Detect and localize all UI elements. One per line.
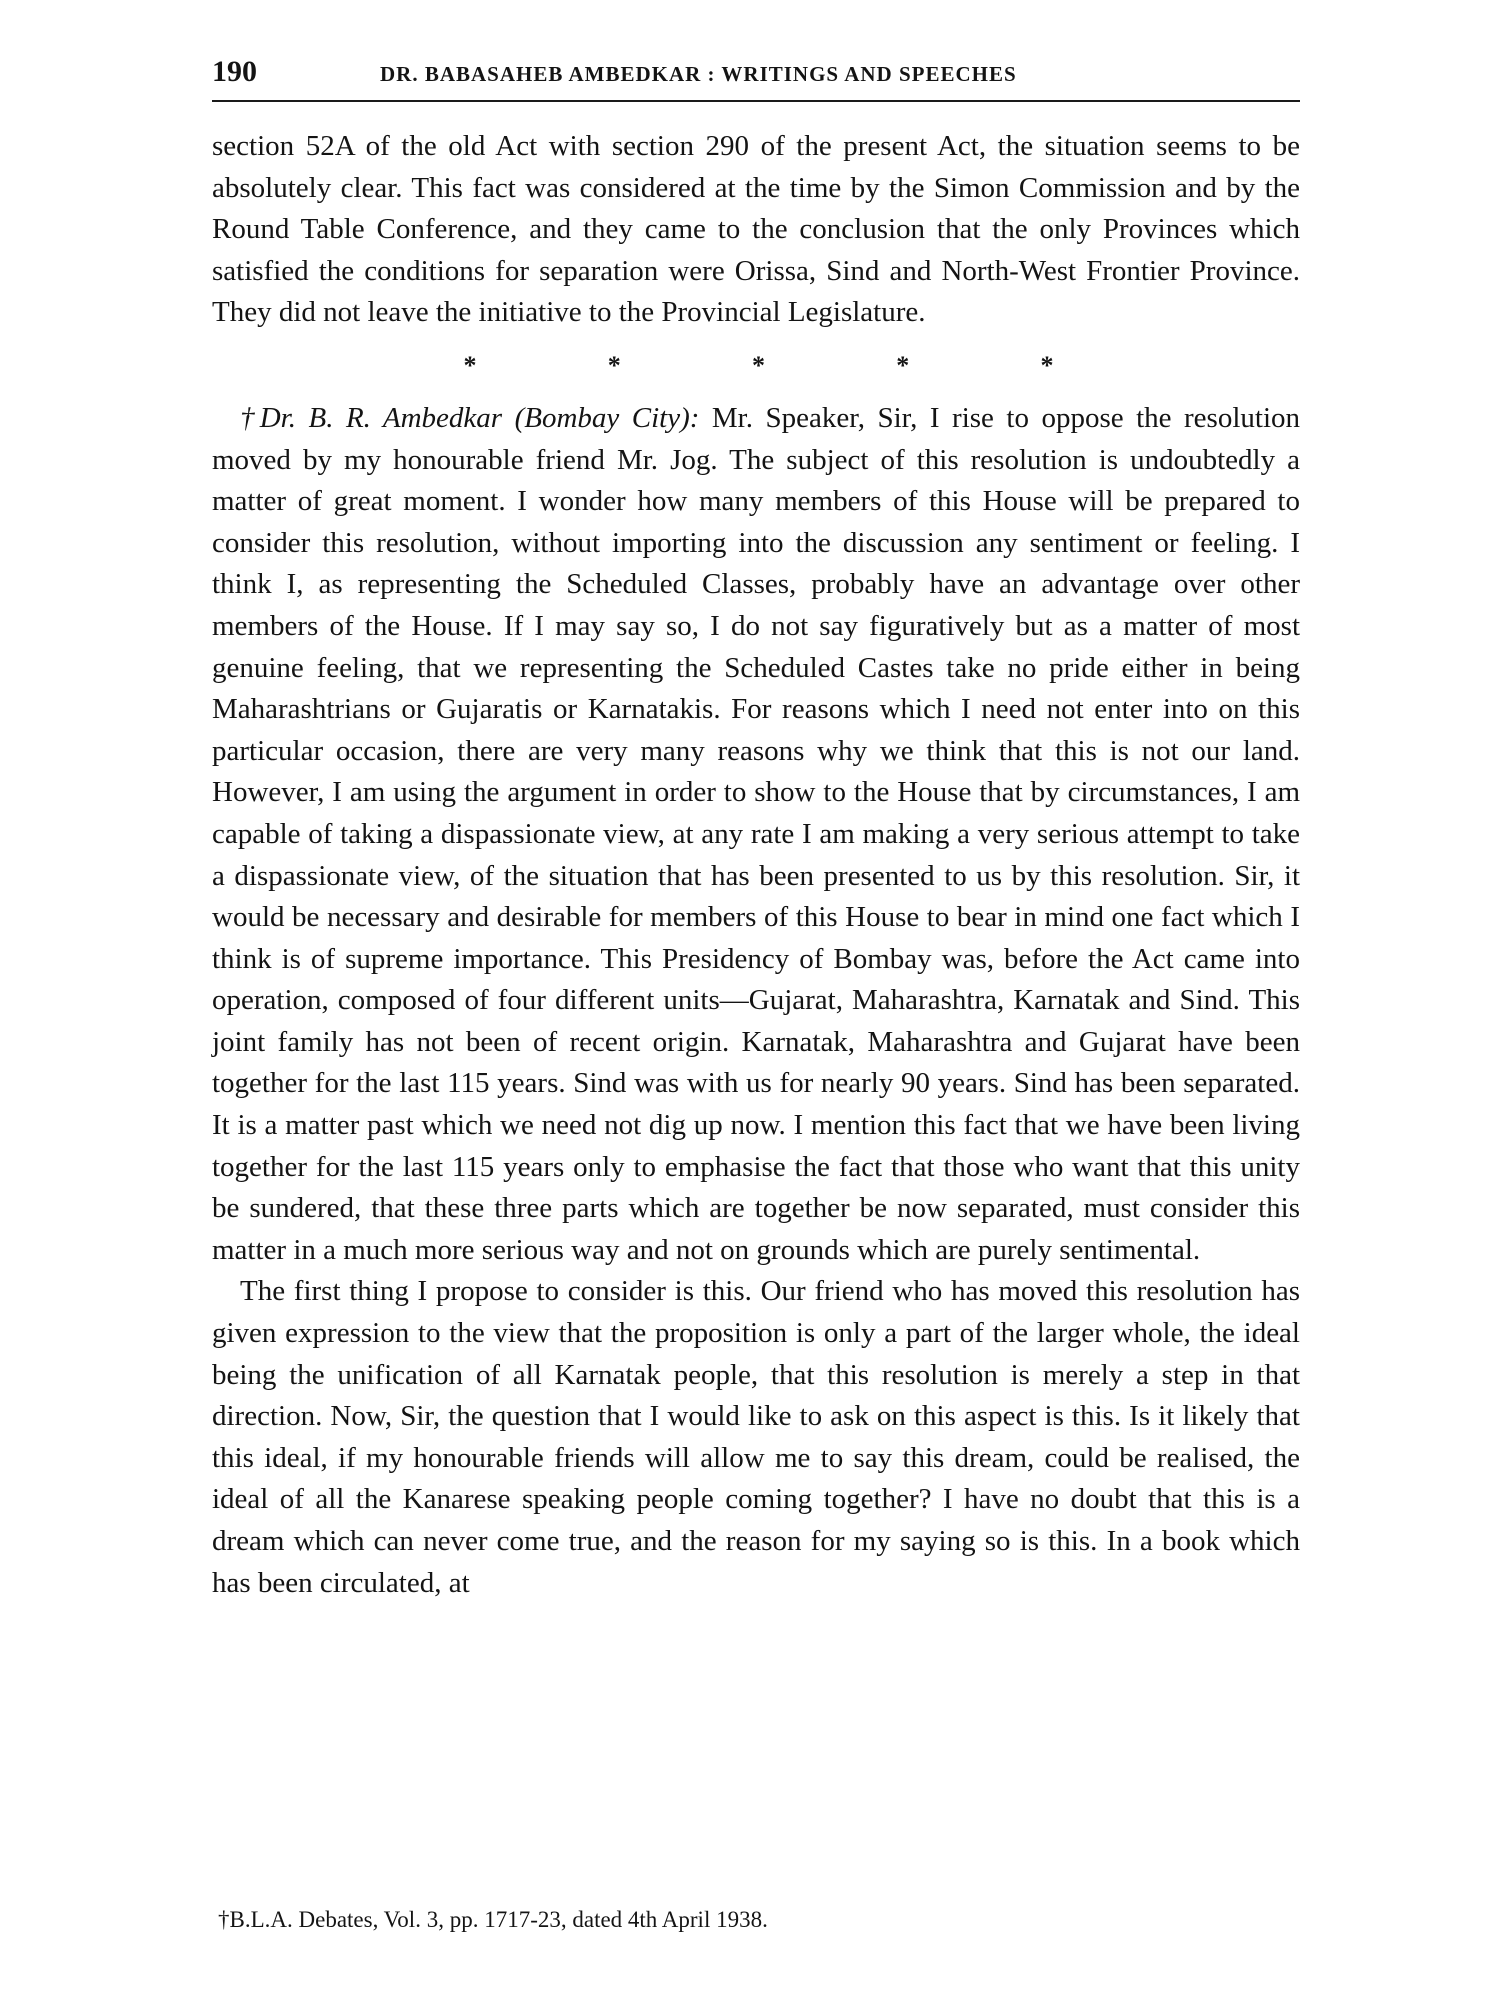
separator-star: * xyxy=(607,351,621,381)
book-page xyxy=(212,52,1302,1972)
separator-star: * xyxy=(752,351,765,381)
paragraph-2-text: Mr. Speaker, Sir, I rise to oppose the resolution moved by my honourable friend Mr. Jog. The subject of this resolution is undoubtedly a matter of great moment. I wonder how many members of this House will be prepared to consider this resolution, without importing into the discussion any sentiment or feeling. I think I, as representing the Scheduled Classes, probably have an advantage over other members of the House. If I may say so, I do not say figuratively but as a matter of most genuine feeling, that we representing the Scheduled Castes take no pride either in being Maharashtrians or Gujaratis or Karnatakis. For reasons which I need not enter into on this particular occasion, there are very many reasons why we think that this is not our land. However, I am using the argument in order to show to the House that by circumstances, I am capable of taking a dispassionate view, at any rate I am making a very serious attempt to take a dispassionate view, of the situation that has been presented to us by this resolution. Sir, it would be necessary and desirable for members of this House to bear in mind one fact which I think is of supreme importance. This Presidency of Bombay was, before the Act came into operation, composed of four different units—Gujarat, Maharashtra, Karnatak and Sind. This joint family has not been of recent origin. Karnatak, Maharashtra and Gujarat have been together for the last 115 years. Sind was with us for nearly 90 years. Sind has been separated. It is a matter past which we need not dig up now. I mention this fact that we have been living together for the last 115 years only to emphasise the fact that those who want that this unity be sundered, that these three parts which are together be now separated, must consider this matter in a much more serious way and not on grounds which are purely sentimental. xyxy=(212,401,1301,1266)
paragraph-2 xyxy=(212,398,1300,1271)
footnote: †B.L.A. Debates, Vol. 3, pp. 1717-23, dated 4th April 1938. xyxy=(218,1907,768,1932)
header-rule xyxy=(212,100,1300,102)
paragraph-1: section 52A of the old Act with section 290 of the present Act, the situation seems to be absolutely clear. This fact was considered at the time by the Simon Commission and by the Round Table Conference, and they came to the conclusion that the only Provinces which satisfied the conditions for separation were Orissa, Sind and North-West Frontier Province. They did not leave the initiative to the Provincial Legislature. xyxy=(212,130,1300,329)
separator-star: * xyxy=(1040,351,1054,381)
page-number: 190 xyxy=(212,55,257,88)
running-title: DR. BABASAHEB AMBEDKAR : WRITINGS AND SPEECHES xyxy=(380,62,1017,86)
separator-star: * xyxy=(463,351,477,381)
page-header xyxy=(212,52,1302,96)
speaker-name: †Dr. B. R. Ambedkar (Bombay City): xyxy=(240,401,700,434)
paragraph-3: The first thing I propose to consider is this. Our friend who has moved this resolution has given expression to the view that the proposition is only a part of the larger whole, the ideal being the unification of all Karnatak people, that this resolution is merely a step in that direction. Now, Sir, the question that I would like to ask on this aspect is this. Is it likely that this ideal, if my honourable friends will allow me to say this dream, could be realised, the ideal of all the Kanarese speaking people coming together? I have no doubt that this is a dream which can never come true, and the reason for my saying so is this. In a book which has been circulated, at xyxy=(212,1275,1300,1599)
body-text xyxy=(212,126,1300,1604)
section-separator xyxy=(212,334,1300,398)
separator-star: * xyxy=(896,351,910,381)
